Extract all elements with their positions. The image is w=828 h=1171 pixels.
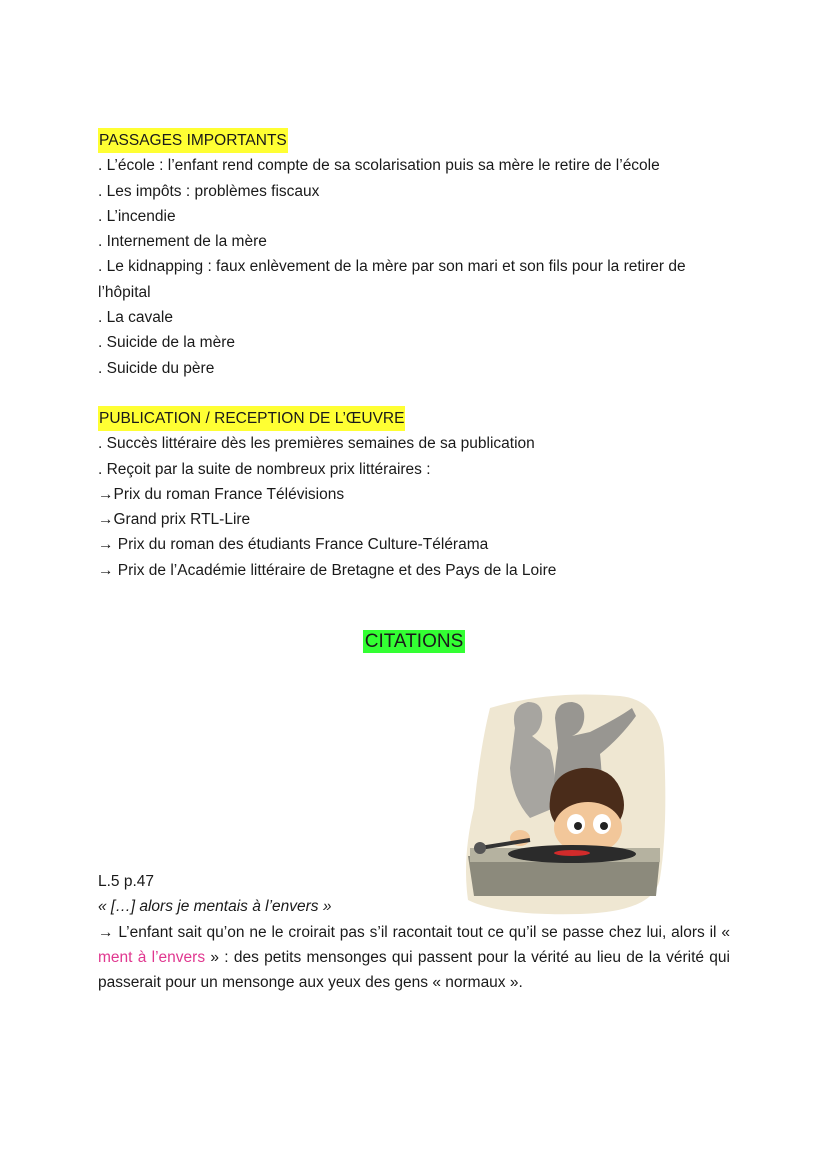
commentary-highlight: ment à l’envers <box>98 948 206 966</box>
list-item: . Suicide de la mère <box>98 334 235 352</box>
section-passages <box>98 128 730 381</box>
section-citations-header <box>98 627 730 657</box>
list-item: → Prix de l’Académie littéraire de Bretagne et des Pays de la Loire <box>98 561 557 579</box>
list-item: . Reçoit par la suite de nombreux prix littéraires : <box>98 460 431 478</box>
list-item: . Internement de la mère <box>98 233 267 251</box>
citation-quote: « […] alors je mentais à l’envers » <box>98 898 332 916</box>
list-item: . Succès littéraire dès les premières semaines de sa publication <box>98 435 535 453</box>
list-item: →Prix du roman France Télévisions <box>98 485 345 503</box>
list-item: . Suicide du père <box>98 359 215 377</box>
commentary-text: → L’enfant sait qu’on ne le croirait pas s’il racontait tout ce qu’il se passe chez lui, alors il « <box>98 923 730 941</box>
citation-reference: L.5 p.47 <box>98 873 155 891</box>
list-item: . Les impôts : problèmes fiscaux <box>98 182 320 200</box>
section-title-citations: CITATIONS <box>364 631 464 653</box>
list-item: . L’école : l’enfant rend compte de sa scolarisation puis sa mère le retire de l’école <box>98 157 660 175</box>
list-item: . Le kidnapping : faux enlèvement de la mère par son mari et son fils pour la retirer de l’hôpital <box>98 258 686 301</box>
list-item: → Prix du roman des étudiants France Culture-Télérama <box>98 536 489 554</box>
section-title-publication: PUBLICATION / RECEPTION DE L’ŒUVRE <box>98 406 405 431</box>
section-publication <box>98 406 730 583</box>
list-item: . L’incendie <box>98 207 176 225</box>
citation-commentary <box>98 920 730 996</box>
list-item: . La cavale <box>98 309 173 327</box>
illustration-boy-turntable <box>460 688 670 918</box>
list-item: →Grand prix RTL-Lire <box>98 511 251 529</box>
section-title-passages: PASSAGES IMPORTANTS <box>98 128 288 153</box>
commentary-text: » : des petits mensonges qui passent pour la vérité au lieu de la vérité qui passerait pour un mensonge aux yeux des gens « normaux ». <box>98 948 730 992</box>
